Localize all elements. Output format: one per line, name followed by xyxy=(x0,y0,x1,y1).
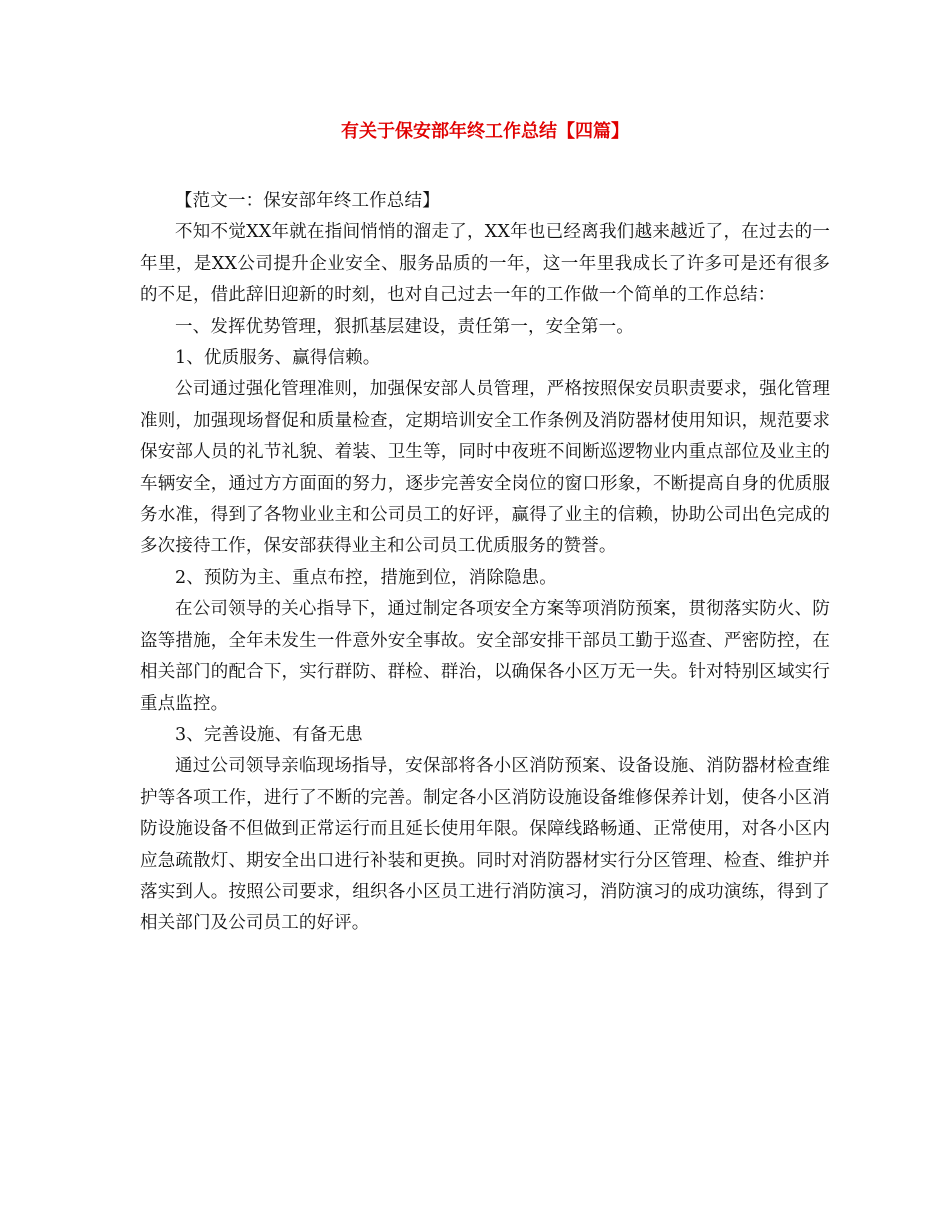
paragraph-subheading-3: 3、完善设施、有备无患 xyxy=(175,724,363,745)
paragraph-prevention: 在公司领导的关心指导下，通过制定各项安全方案等项消防预案，贯彻落实防火、防盗等措施，全年未发生一件意外安全事故。安全部安排干部员工勤于巡查、严密防控，在相关部门的配合下，实行群防、群检、群治，以确保各小区万无一失。针对特别区域实行重点监控。 xyxy=(140,599,830,714)
document-body xyxy=(140,186,830,940)
document-title: 有关于保安部年终工作总结【四篇】 xyxy=(341,121,629,142)
paragraph-heading-one: 一、发挥优势管理，狠抓基层建设，责任第一，安全第一。 xyxy=(175,316,634,337)
paragraph-subheading-1: 1、优质服务、赢得信赖。 xyxy=(175,348,381,369)
paragraph-facilities: 通过公司领导亲临现场指导，安保部将各小区消防预案、设备设施、消防器材检查维护等各项工作，进行了不断的完善。制定各小区消防设施设备维修保养计划，使各小区消防设施设备不但做到正常运行而且延长使用年限。保障线路畅通、正常使用，对各小区内应急疏散灯、期安全出口进行补装和更换。同时对消防器材实行分区管理、检查、维护并落实到人。按照公司要求，组织各小区员工进行消防演习，消防演习的成功演练，得到了相关部门及公司员工的好评。 xyxy=(140,756,830,934)
paragraph-subheading-2: 2、预防为主、重点布控，措施到位，消除隐患。 xyxy=(175,567,557,588)
paragraph-service: 公司通过强化管理准则，加强保安部人员管理，严格按照保安员职责要求，强化管理准则，加强现场督促和质量检查，定期培训安全工作条例及消防器材使用知识，规范要求保安部人员的礼节礼貌、着装、卫生等，同时中夜班不间断巡逻物业内重点部位及业主的车辆安全，通过方方面面的努力，逐步完善安全岗位的窗口形象，不断提高自身的优质服务水准，得到了各物业业主和公司员工的好评，赢得了业主的信赖，协助公司出色完成的多次接待工作，保安部获得业主和公司员工优质服务的赞誉。 xyxy=(140,379,830,557)
paragraph-intro: 不知不觉XX年就在指间悄悄的溜走了，XX年也已经离我们越来越近了，在过去的一年里，是XX公司提升企业安全、服务品质的一年，这一年里我成长了许多可是还有很多的不足，借此辞旧迎新的时刻，也对自己过去一年的工作做一个简单的工作总结： xyxy=(140,222,830,306)
paragraph-section-heading: 【范文一：保安部年终工作总结】 xyxy=(175,191,440,211)
